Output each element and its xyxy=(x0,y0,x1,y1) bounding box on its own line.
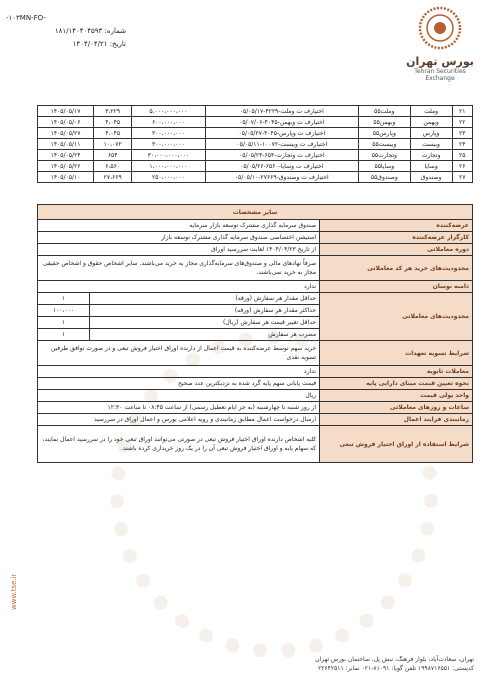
secondary-label: معاملات ثانویه xyxy=(320,366,473,378)
table-cell: ۲۱ xyxy=(452,106,472,117)
limit-value: ۱۰۰،۰۰۰ xyxy=(38,305,90,317)
table-row xyxy=(38,139,473,150)
table-cell: ۲۷ xyxy=(452,172,472,183)
number-value: ۱۸۱/۱۴۰۴۰۴۵۹۳ xyxy=(54,27,103,35)
limit-value: ۱ xyxy=(38,317,90,329)
table-cell: وپارس xyxy=(410,128,452,139)
limit-text: حداقل تغییر قیمت هر سفارش (ریال) xyxy=(89,317,319,329)
table-cell: ۱۴۰۵/۰۵/۰۶ xyxy=(38,117,94,128)
hours-value: از روز شنبه تا چهارشنبه (به جز ایام تعطیل رسمی) از ساعت ۰۸:۴۵ تا ساعت ۱۲:۳۰ xyxy=(38,402,320,414)
date-label: تاریخ: xyxy=(109,40,126,48)
table-cell: ۲۴ xyxy=(452,139,472,150)
table-cell: ۲۶ xyxy=(452,161,472,172)
table-cell: وپارس۵۵ xyxy=(358,128,410,139)
table-cell: ۲۵ xyxy=(452,150,472,161)
table-cell: اختیارف ت وبیست-۱۰۰۷۲-۰۵/۰۵/۱۱ xyxy=(205,139,358,150)
table-cell: ۱۴۰۵/۰۵/۱۷ xyxy=(38,106,94,117)
table-cell: وصندوق xyxy=(410,172,452,183)
table-cell: وسایا xyxy=(410,161,452,172)
limit-value: ۱ xyxy=(38,293,90,305)
conditions-value: کلیه اشخاص دارنده اوراق اختیار فروش تبعی در صورتی می‌توانند اوراق تبعی خود را در سررسید اعمال نمایند، که سهام پایه و اوراق اختیار فروش تبعی آن را در یک روز خریداری کرده باشند. xyxy=(38,426,320,463)
secondary-value: ندارد xyxy=(38,366,320,378)
logo-en-line2: Exchange xyxy=(425,75,455,82)
table-cell: وملت xyxy=(410,106,452,117)
table-cell: ۱۴۰۵/۰۵/۲۷ xyxy=(38,128,94,139)
conditions-label: شرایط استفاده از اوراق اختیار فروش تبعی xyxy=(320,426,473,463)
table-cell: وبهمن xyxy=(410,117,452,128)
table-cell: ۲۳ xyxy=(452,128,472,139)
table-cell: ۲۲ xyxy=(452,117,472,128)
table-cell: ۴،۰۴۵ xyxy=(94,128,132,139)
table-cell: ۳۰،۰۰۰،۰۰۰،۰۰۰ xyxy=(132,150,205,161)
settle-label: شرایط تسویه تعهدات xyxy=(320,341,473,366)
tse-emblem-icon xyxy=(418,6,462,50)
specs-table xyxy=(37,204,473,463)
range-value: ندارد xyxy=(38,281,320,293)
address-line: تهران، سعادت‌آباد، بلوار فرهنگ، نبش پل، ساختمان بورس تهران xyxy=(315,656,474,663)
table-row xyxy=(38,150,473,161)
table-row xyxy=(38,161,473,172)
table-row xyxy=(38,106,473,117)
specs-title: سایر مشخصات xyxy=(38,205,473,220)
table-cell: ۱۴۰۵/۰۵/۱۰ xyxy=(38,172,94,183)
logo-en-line1: Tehran Securities xyxy=(414,68,466,75)
table-cell: ۱۰،۰۷۲ xyxy=(94,139,132,150)
table-cell: ۳،۲۲۹ xyxy=(94,106,132,117)
table-cell: وصندوق۵۵ xyxy=(358,172,410,183)
table-cell: ۱،۰۰۰،۰۰۰،۰۰۰ xyxy=(132,161,205,172)
table-cell: اختیارف ت وپارس-۴۰۴۵-۰۵/۰۵/۲۷ xyxy=(205,128,358,139)
table-cell: ۳۰۰،۰۰۰،۰۰۰ xyxy=(132,139,205,150)
currency-value: ریال xyxy=(38,390,320,402)
table-cell: وبهمن۵۵ xyxy=(358,117,410,128)
table-cell: اختیارف ت وصندوق-۲۷۶۶۹-۰۵/۰۵/۱۰ xyxy=(205,172,358,183)
buyers-value: صرفاً نهادهای مالی و صندوق‌های سرمایه‌گذاری مجاز به خرید می‌باشند. سایر اشخاص حقوق و اشخاص حقیقی مجاز به خرید نمی‌باشند. xyxy=(38,256,320,281)
table-cell: ۶۵۴ xyxy=(94,150,132,161)
table-cell: ۵،۰۰۰،۰۰۰،۰۰۰ xyxy=(132,106,205,117)
table-cell: وتجارت۵۵ xyxy=(358,150,410,161)
limit-text: حداکثر مقدار هر سفارش (ورقه) xyxy=(89,305,319,317)
table-cell: اختیارف ت وسایا-۶۵۶۰-۰۵/۰۵/۲۶ xyxy=(205,161,358,172)
broker-value: استیشن اختصاصی صندوق سرمایه گذاری مشترک توسعه بازار xyxy=(38,232,320,244)
base-price-label: نحوه تعیین قیمت مبنای دارایی پایه xyxy=(320,378,473,390)
website-link[interactable]: www.tse.ir xyxy=(10,573,18,610)
table-cell: وبیست xyxy=(410,139,452,150)
table-cell: وسایا۵۵ xyxy=(358,161,410,172)
table-cell: اختیارف ت وتجارت-۶۵۴-۰۵/۰۵/۲۴ xyxy=(205,150,358,161)
table-cell: ۲۵۰،۰۰۰،۰۰۰ xyxy=(132,172,205,183)
exercise-value: ارسال درخواست اعمال مطابق زمانبندی و رویه اعلامی بورس و اعمال اوراق در سررسید xyxy=(38,414,320,426)
table-cell: وبیست۵۵ xyxy=(358,139,410,150)
table-cell: ۲۷،۶۶۹ xyxy=(94,172,132,183)
document-code: -۱۰۳MN-FO- xyxy=(6,14,46,22)
contact-line: کدپستی: ۱۹۹۸۷۱۶۵۵۱ تلفن گویا: ۸۱۰۹۱-۰۲۱ نمابر: ۲۲۶۴۲۵۱۱ xyxy=(317,665,474,672)
offerer-value: صندوق سرمایه گذاری مشترک توسعه بازار سرمایه xyxy=(38,220,320,232)
table-cell: اختیارف ت وبهمن-۴۰۴۵-۰۵/۰۷/۰۶ xyxy=(205,117,358,128)
table-cell: ۱۴۰۵/۰۵/۱۱ xyxy=(38,139,94,150)
buyers-label: محدودیت‌های خرید هر کد معاملاتی xyxy=(320,256,473,281)
period-value: از تاریخ ۱۴۰۴/۰۴/۲۳ لغایت سررسید اوراق xyxy=(38,244,320,256)
date-value: ۱۴۰۴/۰۴/۲۱ xyxy=(72,40,108,48)
table-cell: اختیارف ت وملت-۴۲۲۹-۰۵/۰۵/۱۷ xyxy=(205,106,358,117)
offerer-label: عرضه‌کننده xyxy=(320,220,473,232)
logo-title: بورس تهران xyxy=(406,55,474,68)
settle-value: خرید سهم توسط عرضه‌کننده به قیمت اعمال از دارنده اوراق اختیار فروش تبعی و در صورت توافق طرفین تسویه نقدی xyxy=(38,341,320,366)
table-cell: ۳۰۰،۰۰۰،۰۰۰ xyxy=(132,128,205,139)
base-price-value: قیمت پایانی سهم پایه گرد شده به نزدیکترین عدد صحیح xyxy=(38,378,320,390)
broker-label: کارگزار عرضه‌کننده xyxy=(320,232,473,244)
limits-label: محدودیت‌های معاملاتی xyxy=(320,293,473,341)
limit-text: مضرب هر سفارش xyxy=(89,329,319,341)
hours-label: ساعات و روزهای معاملاتی xyxy=(320,402,473,414)
document-meta xyxy=(6,12,126,51)
exercise-label: زمانبندی فرایند اعمال xyxy=(320,414,473,426)
table-row xyxy=(38,172,473,183)
limit-value: ۱ xyxy=(38,329,90,341)
range-label: دامنه نوسان xyxy=(320,281,473,293)
table-cell: وتجارت xyxy=(410,150,452,161)
limit-text: حداقل مقدار هر سفارش (ورقه) xyxy=(89,293,319,305)
table-cell: ۱۴۰۵/۰۵/۲۴ xyxy=(38,150,94,161)
table-cell: ۶۰۰،۰۰۰،۰۰۰ xyxy=(132,117,205,128)
currency-label: واحد پولی قیمت xyxy=(320,390,473,402)
table-cell: ۱۴۰۵/۰۵/۲۶ xyxy=(38,161,94,172)
table-row xyxy=(38,128,473,139)
table-cell: ۴،۰۴۵ xyxy=(94,117,132,128)
table-cell: وملت۵۵ xyxy=(358,106,410,117)
number-label: شماره: xyxy=(104,27,126,35)
options-table xyxy=(37,105,473,183)
table-row xyxy=(38,117,473,128)
tse-logo xyxy=(396,6,484,82)
table-cell: ۶،۵۶۰ xyxy=(94,161,132,172)
period-label: دوره معاملاتی xyxy=(320,244,473,256)
footer-address xyxy=(174,655,474,673)
